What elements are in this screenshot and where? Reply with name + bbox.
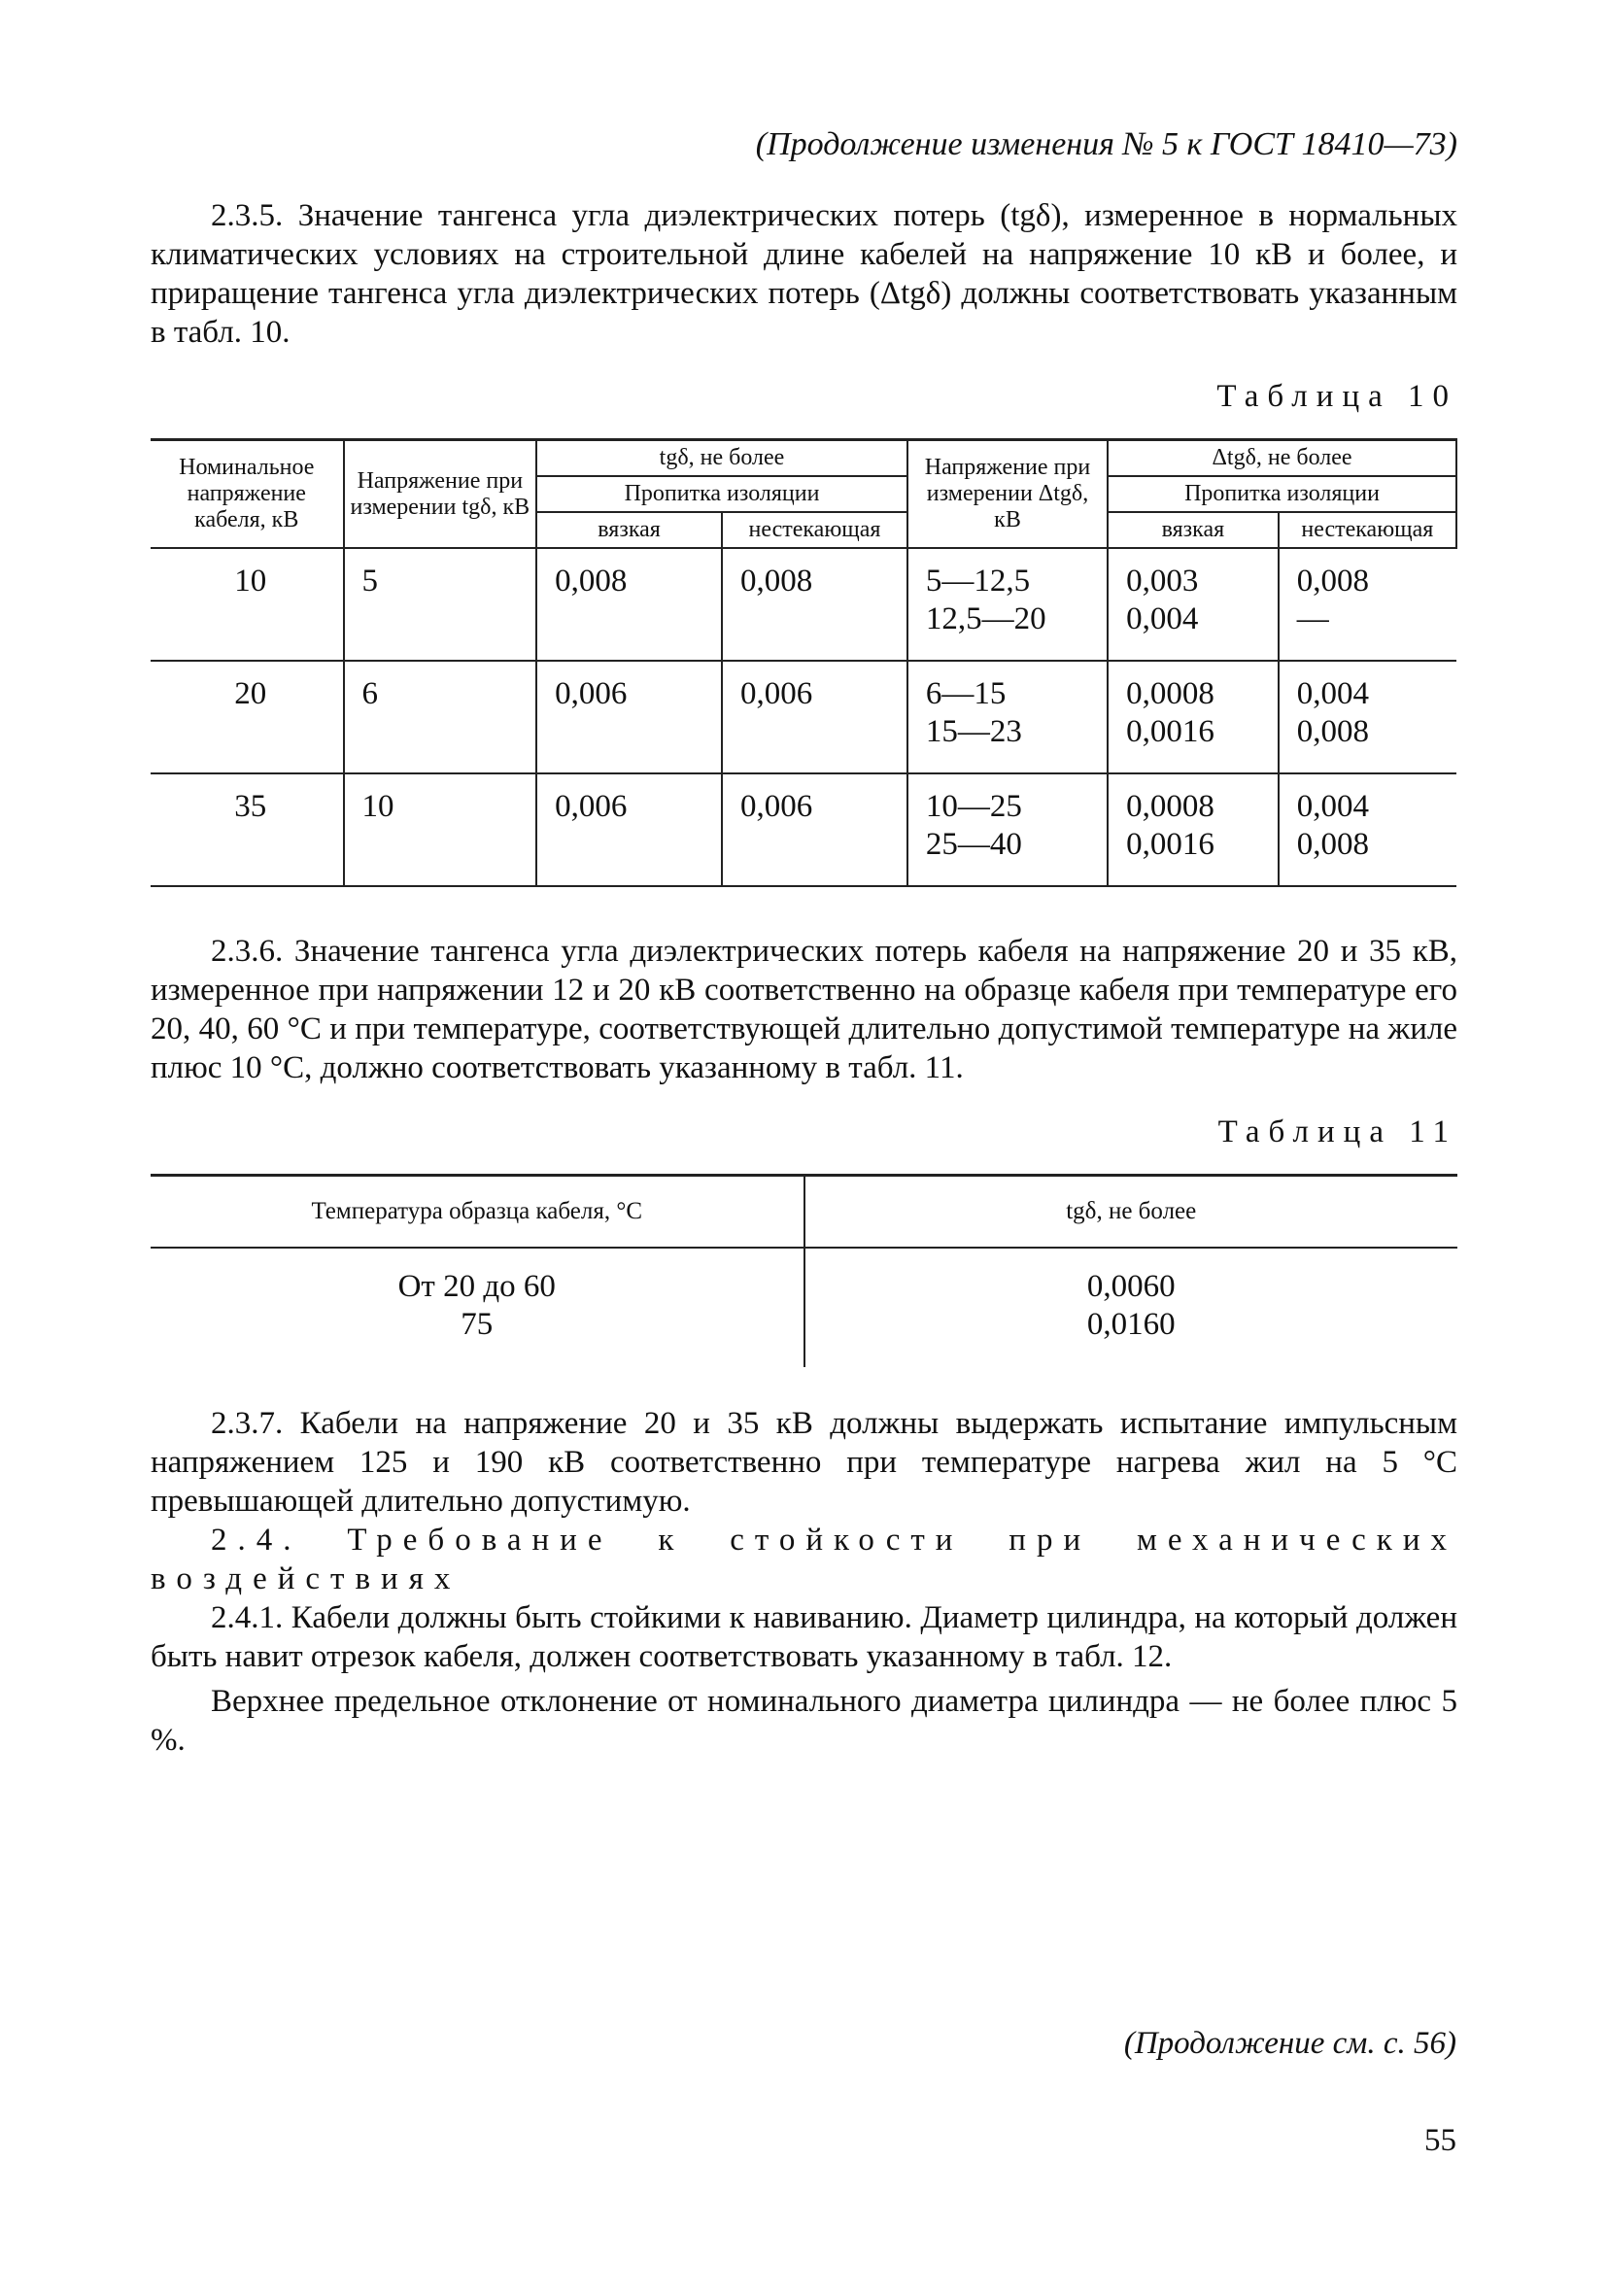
table-row <box>151 548 1456 661</box>
header-viscous-2: вязкая <box>1108 512 1279 548</box>
header-measure-voltage: Напряжение при измерении tgδ, кВ <box>344 440 537 549</box>
cell-nominal: 10 <box>234 564 267 599</box>
header-nondrip-2: нестекающая <box>1279 512 1456 548</box>
header-nondrip: нестекающая <box>722 512 907 548</box>
header-delta-group: Δtgδ, не более <box>1108 440 1456 477</box>
table-10-caption: Таблица 10 <box>1216 379 1457 414</box>
cell-delta-nondrip: 0,004 0,008 <box>1279 773 1456 886</box>
cell-delta-viscous: 0,0008 0,0016 <box>1108 773 1279 886</box>
cell-delta-voltage: 5—12,5 12,5—20 <box>907 548 1108 661</box>
paragraph-upper-deviation: Верхнее предельное отклонение от номинального диаметра цилиндра — не более плюс 5 %. <box>151 1684 1457 1758</box>
paragraph-2-3-5: 2.3.5. Значение тангенса угла диэлектрических потерь (tgδ), измеренное в нормальных климатических условиях на строительной длине кабелей на напряжение 10 кВ и более, и приращение тангенса угла диэлектрических потерь (Δtgδ) должны соответствовать указанным в табл. 10. <box>151 198 1457 350</box>
section-heading-2-4: 2.4. Требование к стойкости при механических воздействиях <box>151 1523 1457 1596</box>
cell-delta-viscous: 0,003 0,004 <box>1108 548 1279 661</box>
running-header: (Продолжение изменения № 5 к ГОСТ 18410—73) <box>755 126 1457 162</box>
header-tg-group: tgδ, не более <box>536 440 907 477</box>
cell-tg-viscous: 0,006 <box>536 661 722 773</box>
table-row <box>151 1248 1457 1367</box>
cell-tg-values: 0,0060 0,0160 <box>804 1248 1458 1367</box>
header-impregnation: Пропитка изоляции <box>536 476 907 512</box>
table-10 <box>151 438 1457 887</box>
table-11 <box>151 1174 1457 1367</box>
paragraph-2-3-7: 2.3.7. Кабели на напряжение 20 и 35 кВ должны выдержать испытание импульсным напряжением 125 и 190 кВ соответственно при температуре нагрева жил на 5 °С превышающей длительно допустимую. <box>151 1406 1457 1519</box>
cell-delta-nondrip: 0,004 0,008 <box>1279 661 1456 773</box>
cell-tg-nondrip: 0,006 <box>722 773 907 886</box>
header-viscous: вязкая <box>536 512 722 548</box>
cell-voltage: 6 <box>344 661 537 773</box>
cell-temperatures: От 20 до 60 75 <box>397 1269 556 1342</box>
cell-nominal: 20 <box>234 676 267 711</box>
table-11-caption: Таблица 11 <box>1217 1114 1457 1149</box>
paragraph-2-4-1: 2.4.1. Кабели должны быть стойкими к навиванию. Диаметр цилиндра, на который должен быть навит отрезок кабеля, должен соответствовать указанному в табл. 12. <box>151 1600 1457 1674</box>
paragraph-2-3-6: 2.3.6. Значение тангенса угла диэлектрических потерь кабеля на напряжение 20 и 35 кВ, измеренное при напряжении 12 и 20 кВ соответственно на образце кабеля при температуре его 20, 40, 60 °С и при температуре, соответствующей длительно допустимой температуре на жиле плюс 10 °С, должно соответствовать указанному в табл. 11. <box>151 934 1457 1085</box>
cell-voltage: 10 <box>344 773 537 886</box>
cell-tg-nondrip: 0,008 <box>722 548 907 661</box>
cell-delta-voltage: 10—25 25—40 <box>907 773 1108 886</box>
table-row <box>151 661 1456 773</box>
table-row <box>151 773 1456 886</box>
cell-delta-voltage: 6—15 15—23 <box>907 661 1108 773</box>
cell-voltage: 5 <box>344 548 537 661</box>
cell-tg-nondrip: 0,006 <box>722 661 907 773</box>
cell-delta-nondrip: 0,008 — <box>1279 548 1456 661</box>
cell-tg-viscous: 0,006 <box>536 773 722 886</box>
document-page <box>151 126 1457 1760</box>
continuation-note: (Продолжение см. с. 56) <box>1123 2026 1456 2061</box>
cell-delta-viscous: 0,0008 0,0016 <box>1108 661 1279 773</box>
cell-nominal: 35 <box>234 789 267 824</box>
cell-tg-viscous: 0,008 <box>536 548 722 661</box>
header-impregnation-2: Пропитка изоляции <box>1108 476 1456 512</box>
header-temperature: Температура образца кабеля, °С <box>151 1176 804 1249</box>
page-number: 55 <box>1424 2123 1456 2158</box>
header-measure-voltage-delta: Напряжение при измерении Δtgδ, кВ <box>907 440 1108 549</box>
header-tg: tgδ, не более <box>804 1176 1458 1249</box>
header-nominal: Номинальное напряжение кабеля, кВ <box>151 440 344 549</box>
